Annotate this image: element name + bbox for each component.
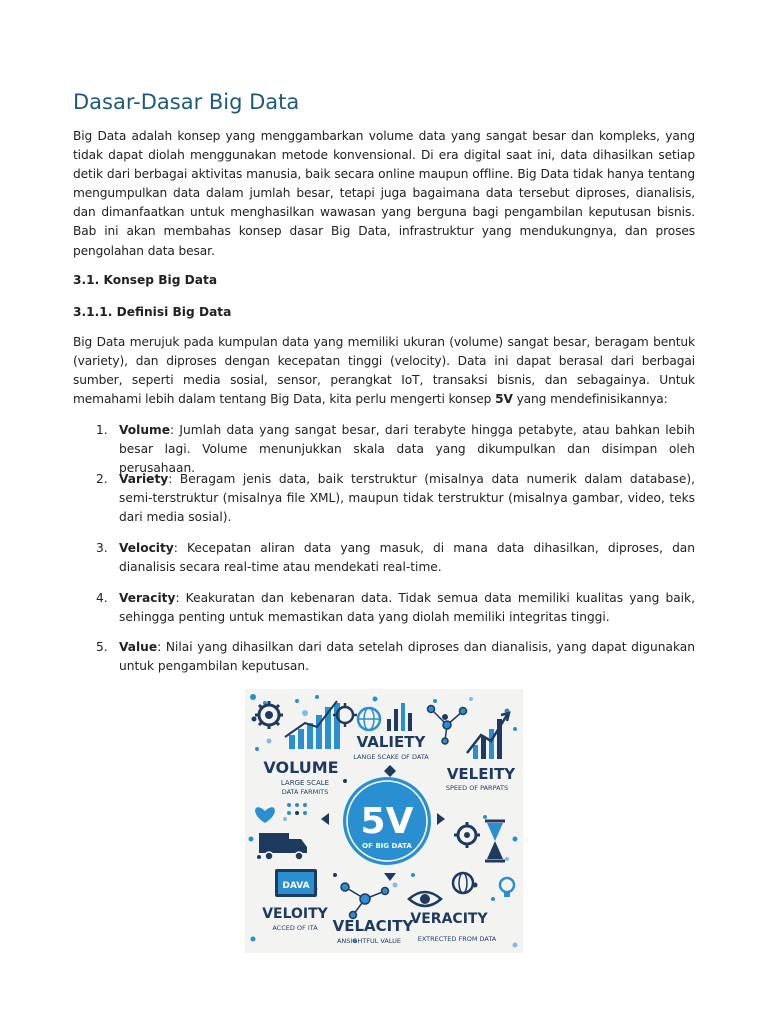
infographic-svg [245,689,523,953]
gear-icon [255,701,283,729]
volume-sublabel-line1: LARGE SCALE [280,779,330,787]
volume-sublabel-line2: DATA FARMITS [281,788,329,796]
monitor-icon [275,869,317,897]
section-heading: 3.1. Konsep Big Data [73,273,218,287]
monitor-label: DAVA [282,881,310,891]
veloity-sublabel: ACCED OF ITA [272,924,318,932]
center-title: 5V [360,801,414,842]
definition-text-before: Big Data merujuk pada kumpulan data yang memiliki ukuran (volume) sangat besar, beragam bentuk (variety), dan diproses dengan kecepatan tinggi (velocity). Data ini dapat berasal dari berbagai sumber, seperti media sosial, sensor, perangkat IoT, transaksi bisnis, dan sebagainya. Untuk memahami lebih dalam tentang Big Data, kita perlu mengerti konsep [73,335,695,407]
list-text [119,638,695,676]
list-term: Velocity [119,541,174,555]
list-description: : Jumlah data yang sangat besar, dari terabyte hingga petabyte, atau bahkan lebih besar lagi. Volume menunjukkan skala data yang dikumpulkan dan disimpan oleh perusahaan. [119,423,695,476]
list-term: Value [119,640,158,654]
list-number: 5. [96,640,108,654]
veracity-sublabel: EXTRECTED FROM DATA [417,935,497,943]
list-number: 1. [96,423,108,437]
valiety-label: VALIETY [356,733,426,751]
page-title: Dasar-Dasar Big Data [73,90,300,114]
veloity-label: VELOITY [262,906,328,922]
list-description: : Keakuratan dan kebenaran data. Tidak semua data memiliki kualitas yang baik, sehingga penting untuk memastikan data yang diolah memiliki integritas tinggi. [119,591,695,625]
definition-bold-term: 5V [495,392,513,407]
list-number: 4. [96,591,108,605]
list-term: Veracity [119,591,176,605]
valiety-sublabel: LANGE SCAKE OF DATA [353,753,429,761]
veleity-sublabel: SPEED OF PARPATS [445,784,509,792]
list-text [119,470,695,527]
intro-paragraph: Big Data adalah konsep yang menggambarkan volume data yang sangat besar dan kompleks, yang tidak dapat diolah menggunakan metode konvensional. Di era digital saat ini, data dihasilkan setiap detik dari berbagai aktivitas manusia, baik secara online maupun offline. Big Data tidak hanya tentang mengumpulkan data dalam jumlah besar, tetapi juga bagaimana data tersebut diproses, dianalisis, dan dimanfaatkan untuk menghasilkan wawasan yang berguna bagi pengambilan keputusan bisnis. Bab ini akan membahas konsep dasar Big Data, infrastruktur yang mendukungnya, dan proses pengolahan data besar. [73,129,695,258]
veracity-label: VERACITY [410,911,488,927]
velacity-sublabel: ANSIGHTFUL VALUE [336,937,402,945]
list-term: Variety [119,472,169,486]
center-subtitle: OF BIG DATA [362,842,412,850]
definition-paragraph [73,333,695,409]
center-badge [343,777,431,865]
volume-label: VOLUME [263,758,339,777]
list-description: : Nilai yang dihasilkan dari data setelah diproses dan dianalisis, yang dapat digunakan untuk pengambilan keputusan. [119,640,695,674]
list-number: 2. [96,472,108,486]
list-number: 3. [96,541,108,555]
list-text [119,539,695,577]
velacity-label: VELACITY [332,917,414,935]
list-term: Volume [119,423,170,437]
list-description: : Beragam jenis data, baik terstruktur (misalnya data numerik dalam database), semi-terstruktur (misalnya file XML), maupun tidak terstruktur (misalnya gambar, video, teks dari media sosial). [119,472,695,525]
definition-text-after: yang mendefinisikannya: [512,392,668,407]
five-v-infographic [245,689,523,953]
veleity-label: VELEITY [446,765,516,783]
subsection-heading: 3.1.1. Definisi Big Data [73,305,232,319]
list-description: : Kecepatan aliran data yang masuk, di mana data dihasilkan, diproses, dan dianalisis secara real-time atau mendekati real-time. [119,541,695,575]
list-text [119,589,695,627]
